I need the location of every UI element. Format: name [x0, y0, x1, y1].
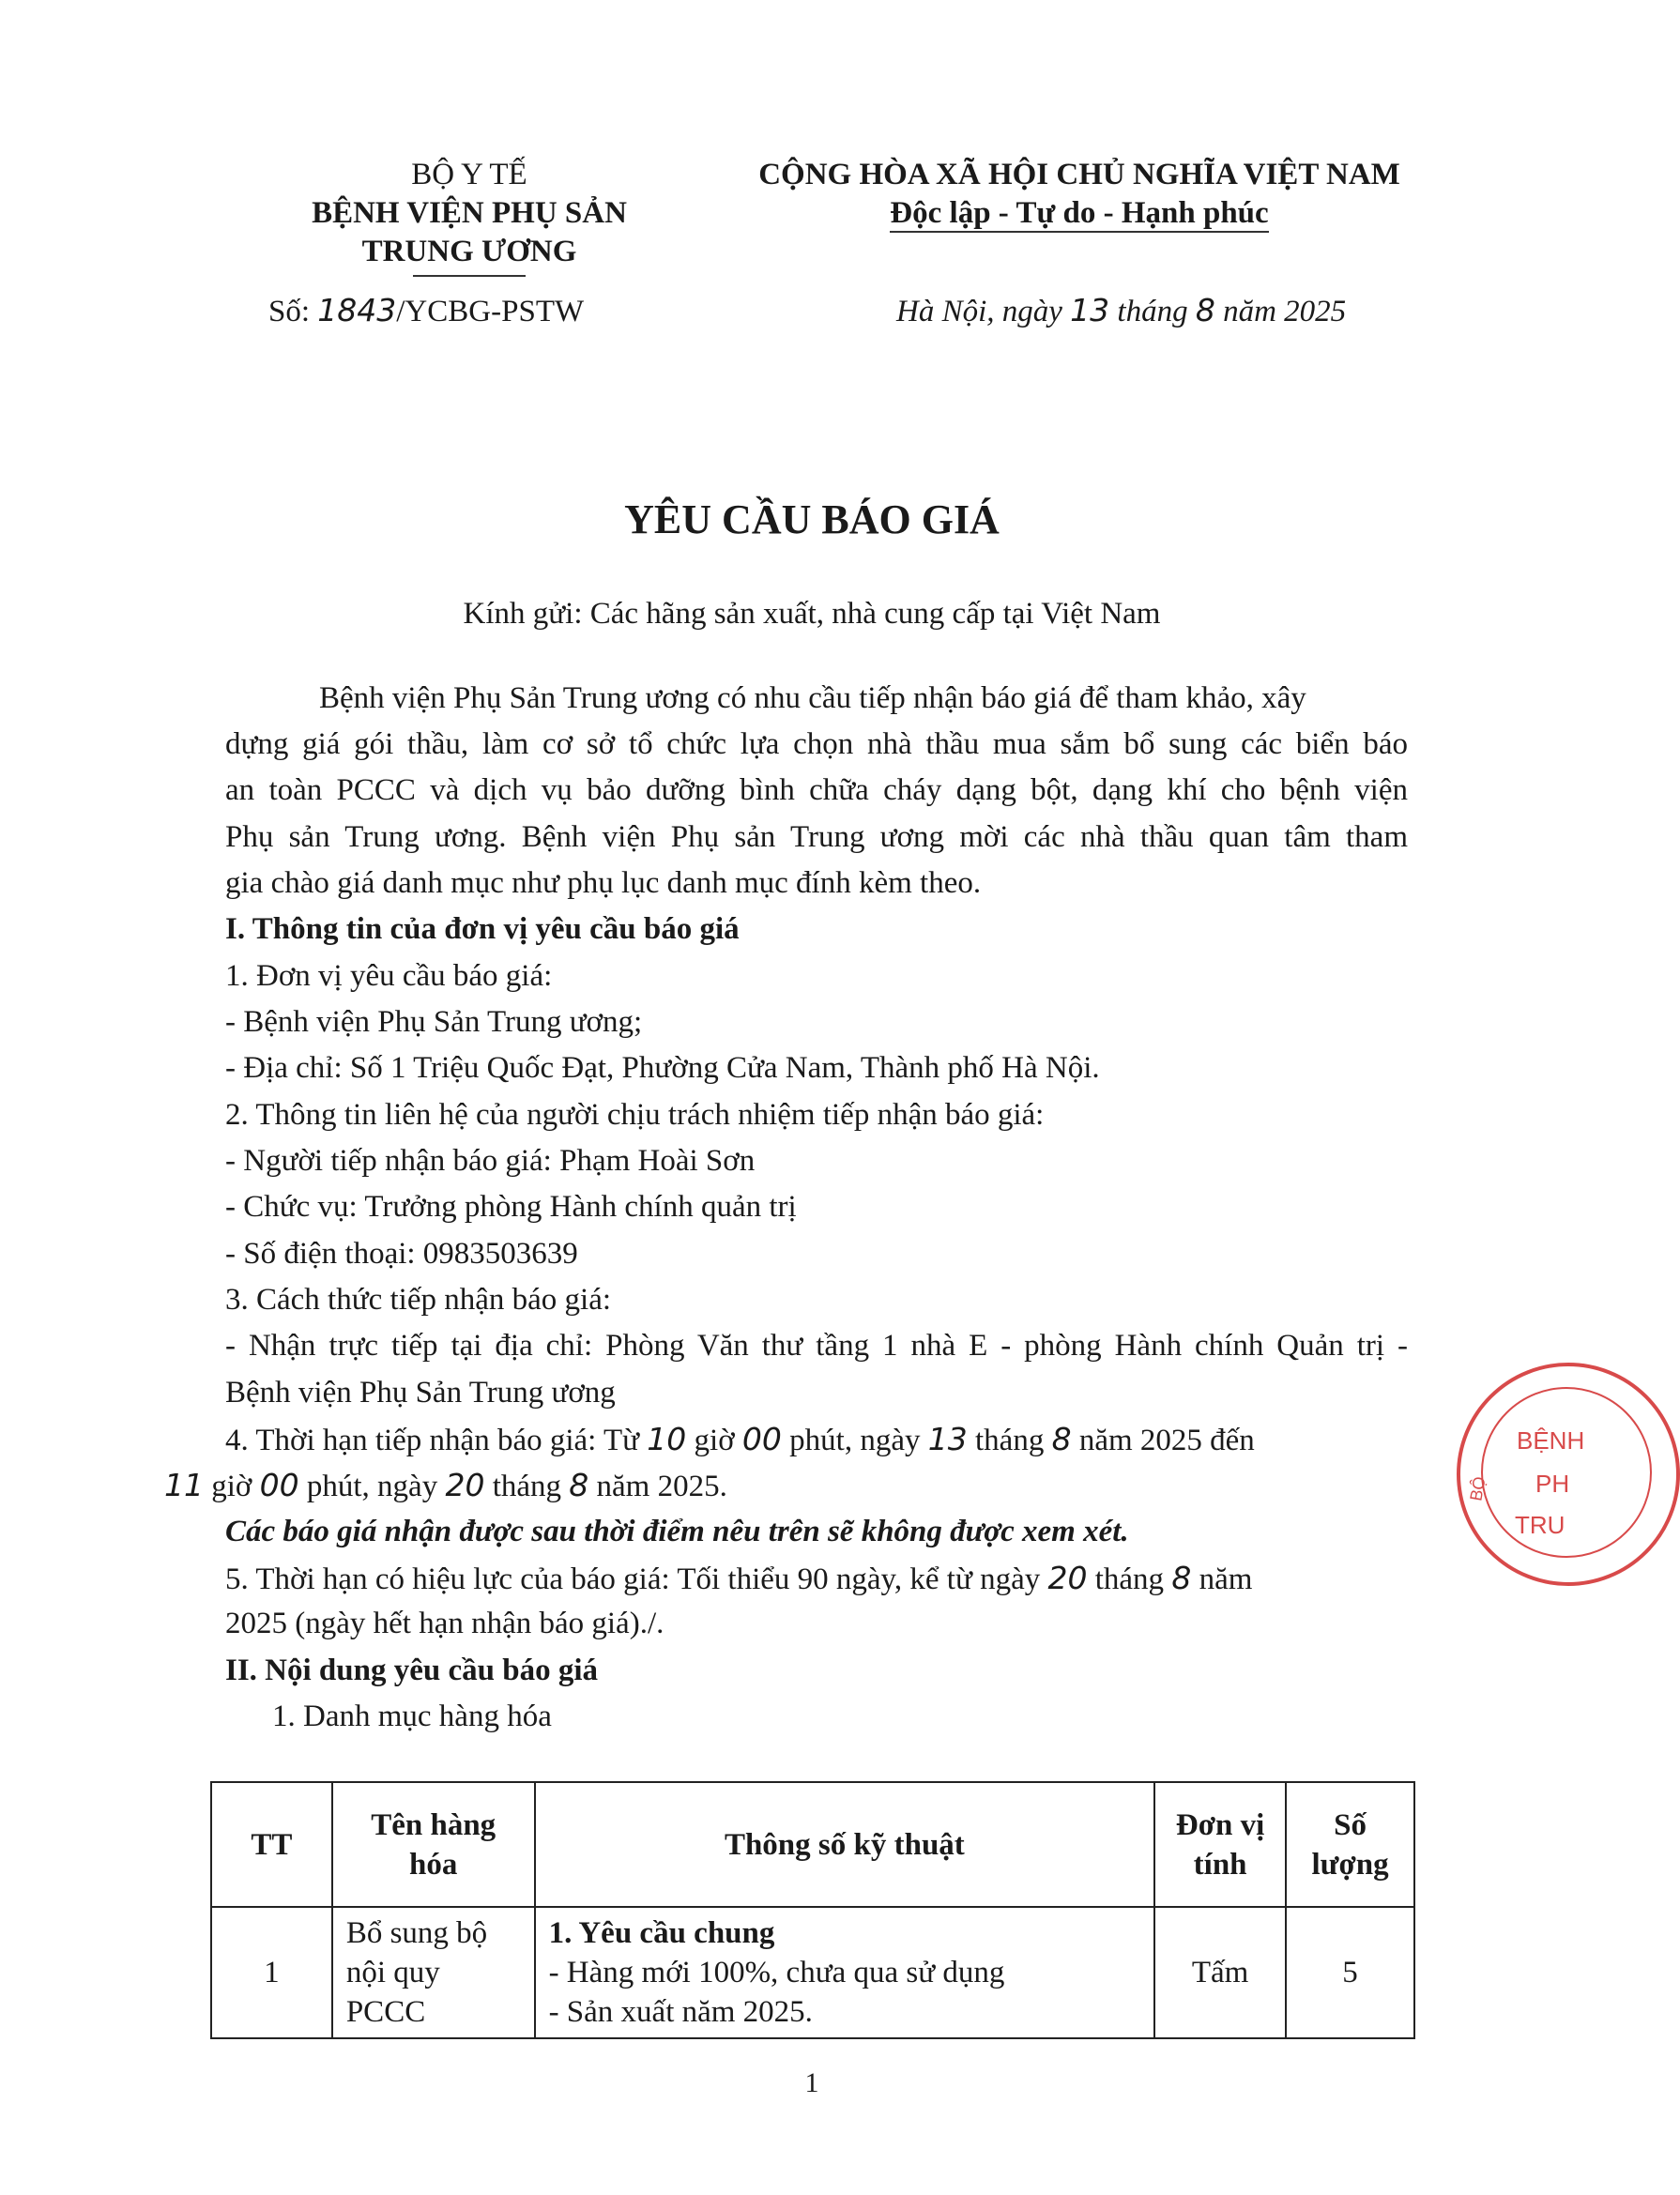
- intro-line-1: Bệnh viện Phụ Sản Trung ương có nhu cầu tiếp nhận báo giá để tham khảo, xây: [319, 681, 1306, 715]
- item4-text-f: giờ: [204, 1470, 260, 1503]
- cell-spec: [535, 1907, 1155, 2038]
- cell-name-line3: PCCC: [345, 1995, 426, 2029]
- item4-month-from: 8: [1051, 1421, 1072, 1457]
- doc-number-handwritten: 1843: [317, 292, 397, 328]
- item4-hour-from: 10: [647, 1421, 687, 1457]
- item4-hour-to: 11: [164, 1467, 204, 1503]
- item4-text-b: giờ: [686, 1424, 742, 1457]
- document-number: [268, 291, 584, 331]
- item4-text-a: 4. Thời hạn tiếp nhận báo giá: Từ: [225, 1424, 648, 1457]
- item4-text-i: năm 2025.: [588, 1470, 727, 1503]
- header-spec: [535, 1782, 1155, 1907]
- header-unit-line2: tính: [1193, 1847, 1247, 1882]
- intro-line-5: gia chào giá danh mục như phụ lục danh mục đính kèm theo.: [225, 866, 982, 900]
- header-qty-line1: Số: [1334, 1807, 1367, 1842]
- unit-name: - Bệnh viện Phụ Sản Trung ương;: [225, 1005, 643, 1039]
- section-1-item-5-line-1: [225, 1555, 1252, 1603]
- item5-text-b: tháng: [1087, 1562, 1172, 1596]
- item4-minute-from: 00: [741, 1421, 782, 1457]
- item4-text-e: năm 2025 đến: [1071, 1424, 1255, 1457]
- header-tt-label: TT: [251, 1827, 293, 1862]
- stamp-side-text: BỘ: [1466, 1474, 1489, 1502]
- cell-spec-line1: - Hàng mới 100%, chưa qua sử dụng: [548, 1956, 1005, 1989]
- section-1-heading: I. Thông tin của đơn vị yêu cầu báo giá: [225, 912, 740, 946]
- header-qty: [1286, 1782, 1414, 1907]
- document-date: [896, 291, 1346, 331]
- intro-line-4: Phụ sản Trung ương. Bệnh viện Phụ sản Trung ương mời các nhà thầu quan tâm tham: [225, 820, 1408, 854]
- intro-line-2: dựng giá gói thầu, làm cơ sở tổ chức lựa chọn nhà thầu mua sắm bổ sung các biển báo: [225, 727, 1408, 761]
- unit-address: - Địa chỉ: Số 1 Triệu Quốc Đạt, Phường Cửa Nam, Thành phố Hà Nội.: [225, 1051, 1100, 1085]
- receive-method-line-1: - Nhận trực tiếp tại địa chỉ: Phòng Văn thư tầng 1 nhà E - phòng Hành chính Quản trị -: [225, 1329, 1408, 1363]
- date-place: Hà Nội, ngày: [896, 295, 1071, 328]
- ministry-name: BỘ Y TẾ: [411, 158, 527, 191]
- section-2-heading: II. Nội dung yêu cầu báo giá: [225, 1654, 599, 1687]
- section-1-item-3: 3. Cách thức tiếp nhận báo giá:: [225, 1283, 612, 1317]
- cell-name-line1: Bổ sung bộ: [345, 1916, 488, 1950]
- cell-tt: 1: [211, 1907, 332, 2038]
- item5-day: 20: [1047, 1560, 1088, 1596]
- hospital-name-line1: BỆNH VIỆN PHỤ SẢN: [312, 196, 627, 230]
- hospital-name-line2: TRUNG ƯƠNG: [361, 235, 577, 268]
- item4-text-h: tháng: [484, 1470, 570, 1503]
- page-number: 1: [804, 2067, 819, 2098]
- issuer-block: [272, 156, 666, 277]
- item4-text-d: tháng: [967, 1424, 1052, 1457]
- cell-unit: Tấm: [1154, 1907, 1286, 2038]
- header-tt: [211, 1782, 332, 1907]
- table-header-row: [211, 1782, 1414, 1907]
- cell-name-line2: nội quy: [345, 1956, 440, 1989]
- header-spec-label: Thông số kỹ thuật: [724, 1827, 965, 1862]
- salutation: Kính gửi: Các hãng sản xuất, nhà cung cấp tại Việt Nam: [463, 597, 1161, 631]
- cell-spec-heading: 1. Yêu cầu chung: [548, 1916, 775, 1950]
- receive-method-line-2: Bệnh viện Phụ Sản Trung ương: [225, 1376, 616, 1410]
- official-stamp: [1457, 1363, 1680, 1586]
- date-month-label: tháng: [1109, 295, 1196, 328]
- goods-table: [210, 1781, 1415, 2039]
- section-1-item-1: 1. Đơn vị yêu cầu báo giá:: [225, 959, 553, 993]
- item4-text-g: phút, ngày: [298, 1470, 446, 1503]
- date-year: năm 2025: [1214, 295, 1347, 328]
- stamp-text-line3: TRU: [1515, 1511, 1565, 1539]
- stamp-text-line2: PH: [1535, 1470, 1570, 1498]
- cell-name: [332, 1907, 535, 2038]
- national-header: [732, 156, 1427, 233]
- intro-line-3: an toàn PCCC và dịch vụ bảo dưỡng bình chữa cháy dạng bột, dạng khí cho bệnh viện: [225, 773, 1408, 807]
- table-row: [211, 1907, 1414, 2038]
- receiver-phone: - Số điện thoại: 0983503639: [225, 1237, 578, 1271]
- item4-minute-to: 00: [259, 1467, 299, 1503]
- section-1-item-2: 2. Thông tin liên hệ của người chịu trách nhiệm tiếp nhận báo giá:: [225, 1098, 1045, 1132]
- document-title: YÊU CẦU BÁO GIÁ: [624, 496, 1000, 542]
- item5-text-a: 5. Thời hạn có hiệu lực của báo giá: Tối thiểu 90 ngày, kể từ ngày: [225, 1562, 1048, 1596]
- cell-spec-line2: - Sản xuất năm 2025.: [548, 1995, 813, 2029]
- date-day-handwritten: 13: [1070, 292, 1110, 328]
- item5-text-c: năm: [1191, 1562, 1253, 1596]
- cell-qty: 5: [1286, 1907, 1414, 2038]
- header-name-line2: hóa: [409, 1847, 458, 1882]
- stamp-text-line1: BỆNH: [1517, 1426, 1585, 1455]
- item4-day-to: 20: [445, 1467, 485, 1503]
- receiver-position: - Chức vụ: Trưởng phòng Hành chính quản trị: [225, 1190, 797, 1224]
- country-name: CỘNG HÒA XÃ HỘI CHỦ NGHĨA VIỆT NAM: [758, 158, 1400, 191]
- date-month-handwritten: 8: [1195, 292, 1215, 328]
- item5-month: 8: [1171, 1560, 1192, 1596]
- section-2-item-1: 1. Danh mục hàng hóa: [272, 1700, 552, 1733]
- header-unit-line1: Đơn vị: [1175, 1807, 1265, 1842]
- item4-month-to: 8: [569, 1467, 589, 1503]
- national-motto: Độc lập - Tự do - Hạnh phúc: [890, 195, 1268, 233]
- issuer-underline: [413, 275, 526, 277]
- section-1-item-4-line-1: [225, 1416, 1408, 1464]
- doc-number-suffix: /YCBG-PSTW: [396, 295, 585, 328]
- section-1-item-5-line-2: 2025 (ngày hết hạn nhận báo giá)./.: [225, 1607, 664, 1640]
- header-name-line1: Tên hàng: [371, 1807, 496, 1842]
- header-name: [332, 1782, 535, 1907]
- receiver-name: - Người tiếp nhận báo giá: Phạm Hoài Sơn: [225, 1144, 756, 1178]
- item4-day-from: 13: [927, 1421, 968, 1457]
- header-qty-line2: lượng: [1311, 1847, 1389, 1882]
- item4-text-c: phút, ngày: [781, 1424, 928, 1457]
- section-1-item-4-line-2: [164, 1462, 727, 1510]
- late-submission-notice: Các báo giá nhận được sau thời điểm nêu trên sẽ không được xem xét.: [225, 1515, 1129, 1548]
- header-unit: [1154, 1782, 1286, 1907]
- doc-number-prefix: Số:: [268, 295, 318, 328]
